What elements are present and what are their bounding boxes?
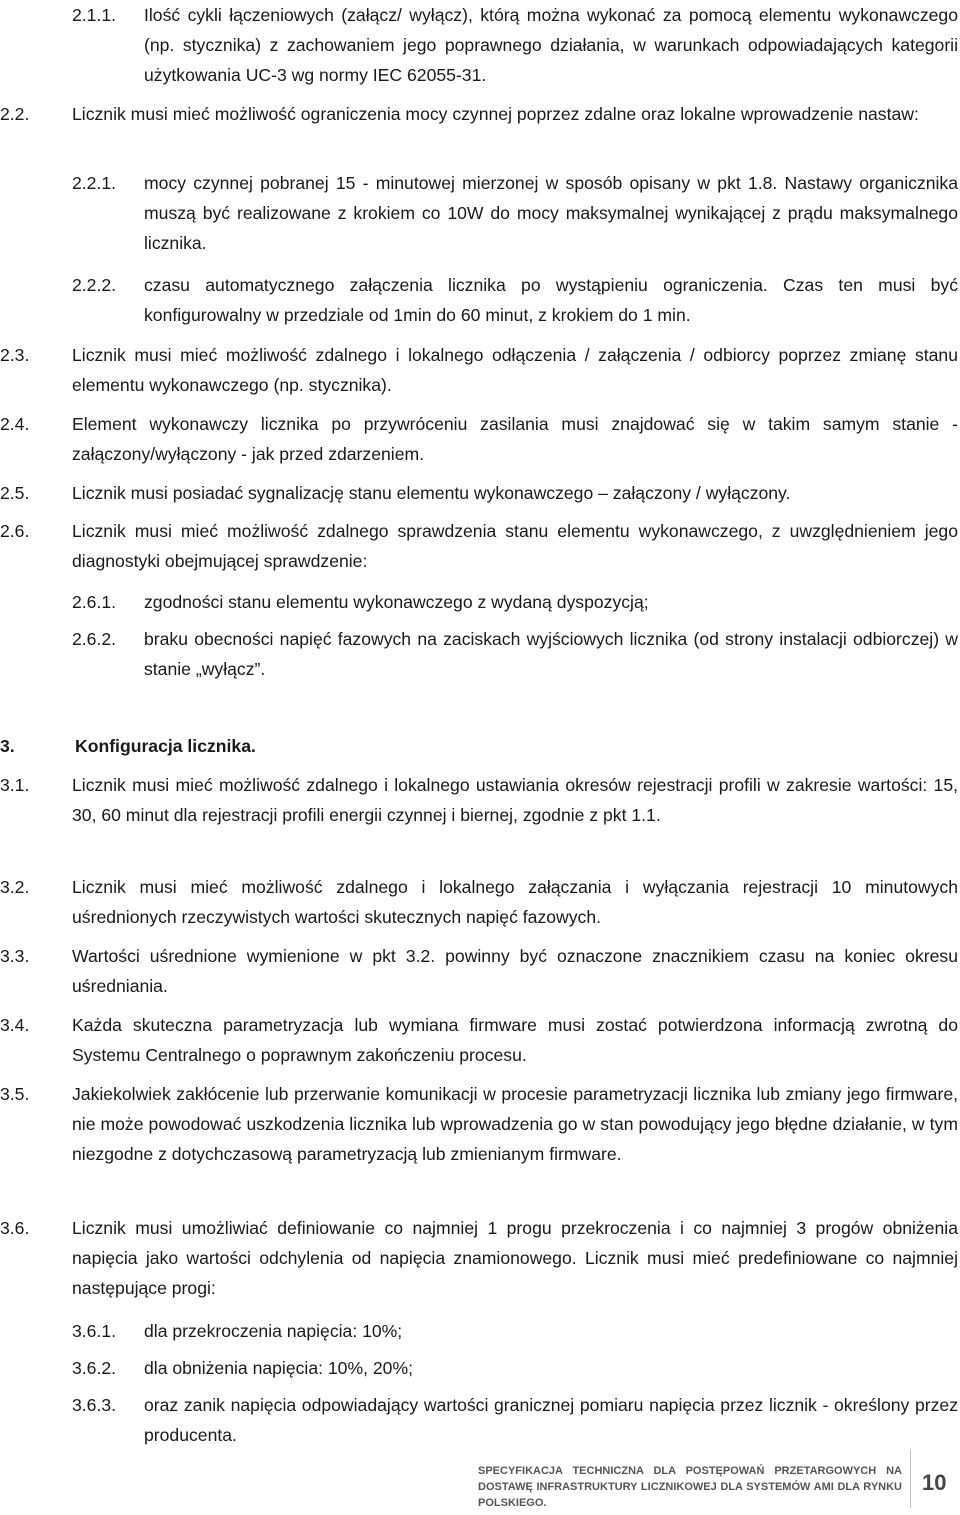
item-number: 2.6.2.	[72, 629, 117, 649]
heading-number: 3.	[0, 736, 15, 756]
list-item-3-6-2	[72, 1353, 958, 1383]
item-text: czasu automatycznego załączenia licznika po wystąpieniu ograniczenia. Czas ten musi być konfigurowalny w przedziale od 1min do 60 minut, z krokiem do 1 min.	[144, 275, 958, 325]
list-item-2-2	[0, 99, 958, 129]
item-text: braku obecności napięć fazowych na zaciskach wyjściowych licznika (od strony instalacji odbiorczej) w stanie „wyłącz”.	[144, 629, 958, 679]
item-text: Licznik musi mieć możliwość zdalnego i lokalnego odłączenia / załączenia / odbiorcy poprzez zmianę stanu elementu wykonawczego (np. stycznika).	[72, 345, 958, 395]
list-item-2-6-1	[72, 587, 958, 617]
page-number: 10	[922, 1470, 947, 1495]
item-text: Licznik musi umożliwiać definiowanie co najmniej 1 progu przekroczenia i co najmniej 3 progów obniżenia napięcia jako wartości odchylenia od napięcia znamionowego. Licznik musi mieć predefiniowane co najmniej następujące progi:	[72, 1218, 958, 1298]
list-item-3-6	[0, 1213, 958, 1303]
item-number: 3.6.1.	[72, 1321, 117, 1341]
item-number: 2.6.	[0, 521, 30, 541]
list-item-3-1	[0, 770, 958, 830]
item-number: 2.3.	[0, 345, 30, 365]
list-item-2-4	[0, 409, 958, 469]
item-number: 3.3.	[0, 946, 30, 966]
item-number: 2.1.1.	[72, 5, 117, 25]
item-number: 3.1.	[0, 775, 30, 795]
list-item-2-6-2	[72, 624, 958, 684]
list-item-3-2	[0, 872, 958, 932]
list-item-2-3	[0, 340, 958, 400]
item-number: 3.6.3.	[72, 1395, 117, 1415]
item-number: 3.5.	[0, 1084, 30, 1104]
item-number: 2.2.	[0, 104, 30, 124]
item-number: 2.6.1.	[72, 592, 117, 612]
item-number: 3.4.	[0, 1015, 30, 1035]
item-text: oraz zanik napięcia odpowiadający wartości granicznej pomiaru napięcia przez licznik - określony przez producenta.	[144, 1395, 958, 1445]
item-text: Ilość cykli łączeniowych (załącz/ wyłącz), którą można wykonać za pomocą elementu wykonawczego (np. stycznika) z zachowaniem jego poprawnego działania, w warunkach odpowiadających kategorii użytkowania UC-3 wg normy IEC 62055-31.	[144, 5, 958, 85]
item-number: 2.4.	[0, 414, 30, 434]
list-item-2-5	[0, 478, 958, 508]
footer-divider	[910, 1450, 911, 1508]
item-text: Licznik musi mieć możliwość ograniczenia mocy czynnej poprzez zdalne oraz lokalne wprowadzenie nastaw:	[72, 104, 919, 124]
list-item-2-2-1	[72, 168, 958, 258]
footer-title: SPECYFIKACJA TECHNICZNA DLA POSTĘPOWAŃ PRZETARGOWYCH NA DOSTAWĘ INFRASTRUKTURY LICZNIKOWEJ DLA SYSTEMÓW AMI DLA RYNKU POLSKIEGO.	[478, 1465, 902, 1509]
item-text: zgodności stanu elementu wykonawczego z wydaną dyspozycją;	[144, 592, 649, 612]
list-item-2-6	[0, 516, 958, 576]
item-text: mocy czynnej pobranej 15 - minutowej mierzonej w sposób opisany w pkt 1.8. Nastawy organicznika muszą być realizowane z krokiem co 10W do mocy maksymalnej wynikającej z prądu maksymalnego licznika.	[144, 173, 958, 253]
item-text: Licznik musi mieć możliwość zdalnego sprawdzenia stanu elementu wykonawczego, z uwzględnieniem jego diagnostyki obejmującej sprawdzenie:	[72, 521, 958, 571]
item-number: 2.5.	[0, 483, 30, 503]
heading-text: Konfiguracja licznika.	[75, 736, 256, 756]
item-number: 3.6.	[0, 1218, 30, 1238]
item-number: 2.2.2.	[72, 275, 117, 295]
item-text: Jakiekolwiek zakłócenie lub przerwanie komunikacji w procesie parametryzacji licznika lub zmiany jego firmware, nie może powodować uszkodzenia licznika lub wprowadzenia go w stan powodujący jego błędne działanie, w tym niezgodne z dotychczasową parametryzacją lub zmienianym firmware.	[72, 1084, 958, 1164]
item-text: Licznik musi posiadać sygnalizację stanu elementu wykonawczego – załączony / wyłączony.	[72, 483, 791, 503]
item-number: 3.6.2.	[72, 1358, 117, 1378]
list-item-2-1-1	[72, 0, 958, 90]
list-item-3-5	[0, 1079, 958, 1169]
list-item-3-4	[0, 1010, 958, 1070]
list-item-3-3	[0, 941, 958, 1001]
item-text: Element wykonawczy licznika po przywróceniu zasilania musi znajdować się w takim samym stanie - załączony/wyłączony - jak przed zdarzeniem.	[72, 414, 958, 464]
item-text: dla obniżenia napięcia: 10%, 20%;	[144, 1358, 413, 1378]
item-text: Licznik musi mieć możliwość zdalnego i lokalnego załączania i wyłączania rejestracji 10 minutowych uśrednionych rzeczywistych wartości skutecznych napięć fazowych.	[72, 877, 958, 927]
list-item-2-2-2	[72, 270, 958, 330]
item-text: Licznik musi mieć możliwość zdalnego i lokalnego ustawiania okresów rejestracji profili w zakresie wartości: 15, 30, 60 minut dla rejestracji profili energii czynnej i biernej, zgodnie z pkt 1.1.	[72, 775, 958, 825]
item-number: 3.2.	[0, 877, 30, 897]
item-text: Każda skuteczna parametryzacja lub wymiana firmware musi zostać potwierdzona informacją zwrotną do Systemu Centralnego o poprawnym zakończeniu procesu.	[72, 1015, 958, 1065]
item-number: 2.2.1.	[72, 173, 117, 193]
item-text: dla przekroczenia napięcia: 10%;	[144, 1321, 403, 1341]
list-item-3-6-1	[72, 1316, 958, 1346]
item-text: Wartości uśrednione wymienione w pkt 3.2. powinny być oznaczone znacznikiem czasu na koniec okresu uśredniania.	[72, 946, 958, 996]
list-item-3-6-3	[72, 1390, 958, 1450]
